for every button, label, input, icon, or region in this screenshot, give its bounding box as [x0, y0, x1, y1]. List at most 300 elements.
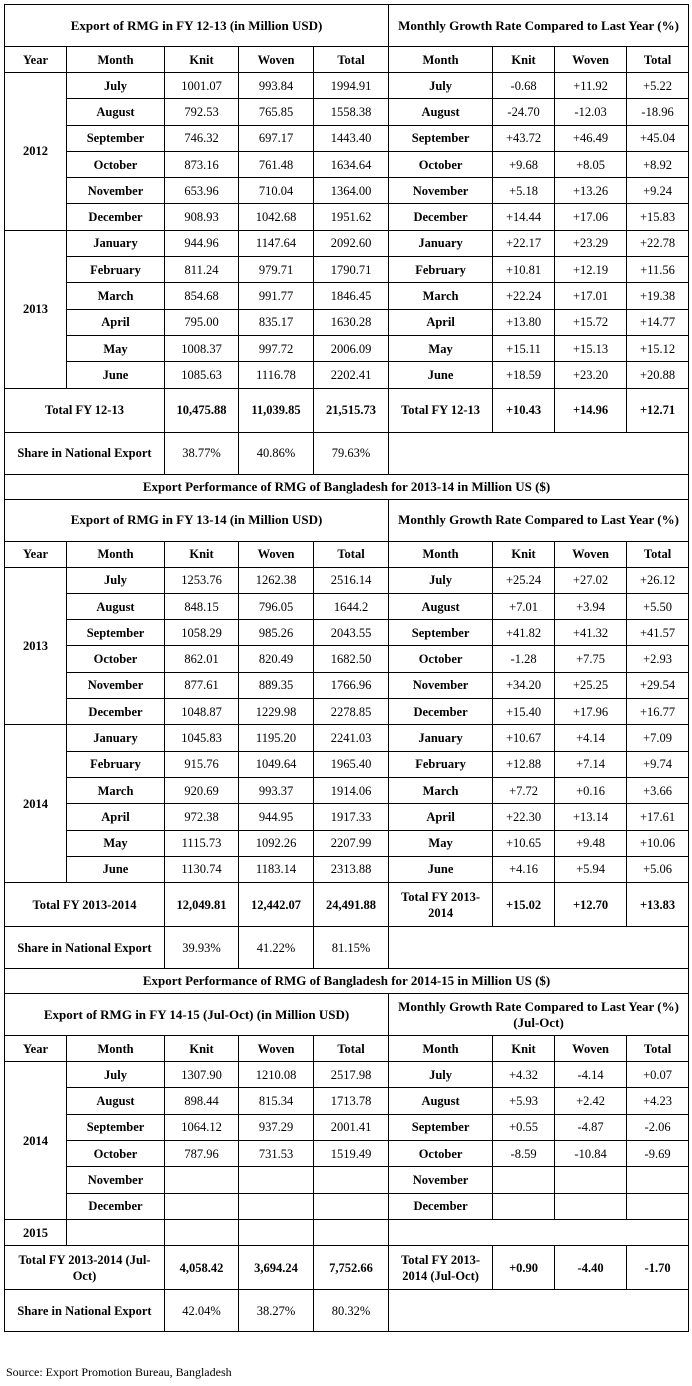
month-cell: February	[67, 751, 165, 777]
growth-header-woven: Woven	[555, 541, 627, 567]
header-woven: Woven	[239, 1036, 314, 1062]
export-table-title: Export of RMG in FY 14-15 (Jul-Oct) (in Million USD)	[5, 994, 389, 1036]
growth-woven-value: +8.05	[555, 151, 627, 177]
total-total: 24,491.88	[314, 883, 389, 927]
growth-total-total: +12.71	[627, 388, 689, 432]
month-cell: August	[67, 1088, 165, 1114]
growth-woven-value: +13.14	[555, 804, 627, 830]
growth-woven-value: +41.32	[555, 620, 627, 646]
knit-value: 1115.73	[165, 830, 239, 856]
growth-month-cell: September	[389, 125, 493, 151]
growth-month-cell: November	[389, 1167, 493, 1193]
growth-total-knit: +10.43	[493, 388, 555, 432]
table-row	[5, 1062, 689, 1088]
table-row	[5, 1114, 689, 1140]
knit-value: 920.69	[165, 777, 239, 803]
table-row	[5, 646, 689, 672]
growth-knit-value: +5.93	[493, 1088, 555, 1114]
year-cell: 2012	[5, 73, 67, 231]
growth-table-title: Monthly Growth Rate Compared to Last Year (%)	[389, 499, 689, 541]
woven-value: 991.77	[239, 283, 314, 309]
month-cell: August	[67, 593, 165, 619]
growth-woven-value: +17.01	[555, 283, 627, 309]
table-row	[5, 777, 689, 803]
table-row	[5, 672, 689, 698]
growth-month-cell: September	[389, 1114, 493, 1140]
month-cell: September	[67, 1114, 165, 1140]
knit-value: 1048.87	[165, 699, 239, 725]
knit-value: 898.44	[165, 1088, 239, 1114]
growth-woven-value: +23.29	[555, 230, 627, 256]
growth-month-cell: December	[389, 699, 493, 725]
woven-value: 1049.64	[239, 751, 314, 777]
woven-value: 820.49	[239, 646, 314, 672]
share-total: 81.15%	[314, 927, 389, 969]
growth-woven-value: -10.84	[555, 1141, 627, 1167]
month-cell: January	[67, 230, 165, 256]
empty-cell	[389, 1219, 689, 1245]
month-cell: June	[67, 362, 165, 388]
growth-total-knit: +15.02	[493, 883, 555, 927]
woven-value: 1116.78	[239, 362, 314, 388]
growth-knit-value: +22.17	[493, 230, 555, 256]
growth-total-value: +29.54	[627, 672, 689, 698]
growth-knit-value: +41.82	[493, 620, 555, 646]
growth-woven-value: +23.20	[555, 362, 627, 388]
growth-total-value: +15.83	[627, 204, 689, 230]
growth-knit-value: +5.18	[493, 178, 555, 204]
growth-total-value: +11.56	[627, 257, 689, 283]
growth-knit-value: +0.55	[493, 1114, 555, 1140]
table-row	[5, 257, 689, 283]
knit-value: 1008.37	[165, 335, 239, 361]
total-value: 1965.40	[314, 751, 389, 777]
woven-value: 1262.38	[239, 567, 314, 593]
woven-value: 761.48	[239, 151, 314, 177]
growth-woven-value: +15.72	[555, 309, 627, 335]
table-row	[5, 335, 689, 361]
knit-value: 1001.07	[165, 73, 239, 99]
knit-value: 848.15	[165, 593, 239, 619]
growth-knit-value: +7.72	[493, 777, 555, 803]
total-value: 2241.03	[314, 725, 389, 751]
growth-total-value: +2.93	[627, 646, 689, 672]
total-label: Total FY 2013-2014 (Jul-Oct)	[5, 1246, 165, 1290]
total-total: 7,752.66	[314, 1246, 389, 1290]
share-woven: 41.22%	[239, 927, 314, 969]
knit-value: 972.38	[165, 804, 239, 830]
total-row	[5, 883, 689, 927]
year-cell: 2015	[5, 1219, 67, 1245]
woven-value: 1042.68	[239, 204, 314, 230]
growth-woven-value: +12.19	[555, 257, 627, 283]
year-cell: 2014	[5, 1062, 67, 1220]
month-cell: April	[67, 804, 165, 830]
month-cell: September	[67, 125, 165, 151]
month-cell: April	[67, 309, 165, 335]
knit-value: 1085.63	[165, 362, 239, 388]
growth-total-value: +41.57	[627, 620, 689, 646]
share-knit: 38.77%	[165, 432, 239, 474]
header-knit: Knit	[165, 541, 239, 567]
knit-value: 1064.12	[165, 1114, 239, 1140]
growth-header-month: Month	[389, 47, 493, 73]
growth-woven-value	[555, 1193, 627, 1219]
growth-header-month: Month	[389, 541, 493, 567]
column-header-row	[5, 47, 689, 73]
woven-value: 997.72	[239, 335, 314, 361]
share-knit: 39.93%	[165, 927, 239, 969]
growth-knit-value: +4.16	[493, 856, 555, 882]
growth-knit-value: -1.28	[493, 646, 555, 672]
woven-value: 1229.98	[239, 699, 314, 725]
woven-value: 993.37	[239, 777, 314, 803]
year-cell: 2013	[5, 230, 67, 388]
table-row	[5, 593, 689, 619]
header-total: Total	[314, 47, 389, 73]
knit-value: 792.53	[165, 99, 239, 125]
table-row	[5, 1141, 689, 1167]
month-cell: December	[67, 1193, 165, 1219]
growth-knit-value: -24.70	[493, 99, 555, 125]
month-cell: October	[67, 151, 165, 177]
total-woven: 11,039.85	[239, 388, 314, 432]
growth-woven-value: +7.14	[555, 751, 627, 777]
growth-total-woven: +12.70	[555, 883, 627, 927]
total-value: 2092.60	[314, 230, 389, 256]
month-cell: January	[67, 725, 165, 751]
total-value: 1630.28	[314, 309, 389, 335]
growth-knit-value: +10.65	[493, 830, 555, 856]
growth-total-value: +45.04	[627, 125, 689, 151]
growth-woven-value: +25.25	[555, 672, 627, 698]
growth-woven-value: -4.87	[555, 1114, 627, 1140]
growth-month-cell: April	[389, 309, 493, 335]
total-value: 2006.09	[314, 335, 389, 361]
growth-header-total: Total	[627, 541, 689, 567]
growth-total-value: +15.12	[627, 335, 689, 361]
growth-header-woven: Woven	[555, 47, 627, 73]
woven-value: 1195.20	[239, 725, 314, 751]
title-row	[5, 499, 689, 541]
header-year: Year	[5, 541, 67, 567]
growth-woven-value: +13.26	[555, 178, 627, 204]
header-woven: Woven	[239, 47, 314, 73]
growth-total-value: -18.96	[627, 99, 689, 125]
growth-total-label: Total FY 12-13	[389, 388, 493, 432]
growth-total-label: Total FY 2013-2014	[389, 883, 493, 927]
month-cell: July	[67, 1062, 165, 1088]
share-label: Share in National Export	[5, 1290, 165, 1332]
month-cell: November	[67, 178, 165, 204]
export-table-title: Export of RMG in FY 13-14 (in Million USD)	[5, 499, 389, 541]
knit-value: 1307.90	[165, 1062, 239, 1088]
year-cell: 2013	[5, 567, 67, 725]
growth-woven-value: +9.48	[555, 830, 627, 856]
woven-value: 697.17	[239, 125, 314, 151]
growth-total-value: +7.09	[627, 725, 689, 751]
table-row	[5, 620, 689, 646]
share-total: 79.63%	[314, 432, 389, 474]
growth-month-cell: December	[389, 204, 493, 230]
table-row	[5, 804, 689, 830]
knit-value: 653.96	[165, 178, 239, 204]
section-heading: Export Performance of RMG of Bangladesh for 2014-15 in Million US ($)	[5, 969, 689, 994]
growth-knit-value: +10.67	[493, 725, 555, 751]
growth-knit-value: +10.81	[493, 257, 555, 283]
empty-cell	[389, 432, 689, 474]
total-value: 2043.55	[314, 620, 389, 646]
growth-month-cell: July	[389, 73, 493, 99]
table-row	[5, 178, 689, 204]
growth-header-knit: Knit	[493, 541, 555, 567]
growth-total-value: +22.78	[627, 230, 689, 256]
growth-knit-value: +15.40	[493, 699, 555, 725]
growth-month-cell: February	[389, 257, 493, 283]
growth-knit-value: +25.24	[493, 567, 555, 593]
total-value	[314, 1193, 389, 1219]
growth-knit-value: -0.68	[493, 73, 555, 99]
growth-knit-value: +4.32	[493, 1062, 555, 1088]
share-total: 80.32%	[314, 1290, 389, 1332]
month-cell: December	[67, 204, 165, 230]
woven-value	[239, 1193, 314, 1219]
table-row	[5, 830, 689, 856]
table-row	[5, 125, 689, 151]
growth-total-woven: +14.96	[555, 388, 627, 432]
growth-woven-value: +2.42	[555, 1088, 627, 1114]
growth-month-cell: January	[389, 230, 493, 256]
month-cell: May	[67, 830, 165, 856]
header-knit: Knit	[165, 1036, 239, 1062]
growth-total-value: +17.61	[627, 804, 689, 830]
total-value: 2207.99	[314, 830, 389, 856]
growth-month-cell: August	[389, 593, 493, 619]
header-month: Month	[67, 541, 165, 567]
knit-value: 1253.76	[165, 567, 239, 593]
month-cell: June	[67, 856, 165, 882]
table-row	[5, 725, 689, 751]
total-value: 2202.41	[314, 362, 389, 388]
knit-value: 787.96	[165, 1141, 239, 1167]
woven-value: 889.35	[239, 672, 314, 698]
table-row	[5, 567, 689, 593]
table-row	[5, 362, 689, 388]
growth-month-cell: March	[389, 777, 493, 803]
growth-month-cell: December	[389, 1193, 493, 1219]
table-row	[5, 1193, 689, 1219]
empty-cell	[389, 927, 689, 969]
woven-value: 944.95	[239, 804, 314, 830]
table-row	[5, 1088, 689, 1114]
knit-value	[165, 1193, 239, 1219]
header-year: Year	[5, 47, 67, 73]
knit-value: 1130.74	[165, 856, 239, 882]
table-row	[5, 699, 689, 725]
source-note: Source: Export Promotion Bureau, Bangladesh	[6, 1365, 232, 1379]
knit-value: 877.61	[165, 672, 239, 698]
rmg-export-table	[4, 4, 689, 1332]
knit-value: 795.00	[165, 309, 239, 335]
month-cell: May	[67, 335, 165, 361]
growth-woven-value: +17.96	[555, 699, 627, 725]
growth-month-cell: March	[389, 283, 493, 309]
month-cell: July	[67, 73, 165, 99]
total-value: 2278.85	[314, 699, 389, 725]
share-label: Share in National Export	[5, 432, 165, 474]
share-row	[5, 927, 689, 969]
growth-month-cell: May	[389, 335, 493, 361]
growth-month-cell: November	[389, 178, 493, 204]
growth-total-label: Total FY 2013-2014 (Jul-Oct)	[389, 1246, 493, 1290]
knit-value: 746.32	[165, 125, 239, 151]
growth-knit-value	[493, 1167, 555, 1193]
month-cell: November	[67, 1167, 165, 1193]
growth-total-value: +5.06	[627, 856, 689, 882]
total-value: 1951.62	[314, 204, 389, 230]
total-value: 1443.40	[314, 125, 389, 151]
growth-knit-value: +14.44	[493, 204, 555, 230]
header-month: Month	[67, 1036, 165, 1062]
table-row	[5, 230, 689, 256]
growth-header-woven: Woven	[555, 1036, 627, 1062]
table-row	[5, 751, 689, 777]
total-knit: 4,058.42	[165, 1246, 239, 1290]
growth-total-value: -9.69	[627, 1141, 689, 1167]
knit-value: 811.24	[165, 257, 239, 283]
table-row	[5, 1167, 689, 1193]
growth-table-title: Monthly Growth Rate Compared to Last Year (%)	[389, 5, 689, 47]
growth-table-title: Monthly Growth Rate Compared to Last Year (%) (Jul-Oct)	[389, 994, 689, 1036]
growth-total-woven: -4.40	[555, 1246, 627, 1290]
growth-total-value	[627, 1167, 689, 1193]
month-cell: August	[67, 99, 165, 125]
growth-month-cell: May	[389, 830, 493, 856]
empty-cell	[239, 1219, 314, 1245]
growth-woven-value: -4.14	[555, 1062, 627, 1088]
growth-knit-value: +43.72	[493, 125, 555, 151]
growth-total-value: +9.74	[627, 751, 689, 777]
knit-value	[165, 1167, 239, 1193]
growth-woven-value: +27.02	[555, 567, 627, 593]
total-value: 1558.38	[314, 99, 389, 125]
total-woven: 12,442.07	[239, 883, 314, 927]
header-knit: Knit	[165, 47, 239, 73]
growth-header-knit: Knit	[493, 47, 555, 73]
growth-knit-value: +34.20	[493, 672, 555, 698]
total-value: 1644.2	[314, 593, 389, 619]
growth-woven-value: +11.92	[555, 73, 627, 99]
knit-value: 1058.29	[165, 620, 239, 646]
growth-total-total: -1.70	[627, 1246, 689, 1290]
growth-total-value: +0.07	[627, 1062, 689, 1088]
table-row	[5, 99, 689, 125]
total-value: 1914.06	[314, 777, 389, 803]
header-month: Month	[67, 47, 165, 73]
growth-knit-value: +18.59	[493, 362, 555, 388]
growth-total-value	[627, 1193, 689, 1219]
table-row	[5, 309, 689, 335]
total-value: 2313.88	[314, 856, 389, 882]
growth-month-cell: April	[389, 804, 493, 830]
growth-total-value: +26.12	[627, 567, 689, 593]
growth-knit-value	[493, 1193, 555, 1219]
woven-value: 937.29	[239, 1114, 314, 1140]
growth-total-total: +13.83	[627, 883, 689, 927]
share-row	[5, 1290, 689, 1332]
title-row	[5, 5, 689, 47]
growth-total-value: +3.66	[627, 777, 689, 803]
woven-value: 1092.26	[239, 830, 314, 856]
growth-month-cell: August	[389, 1088, 493, 1114]
growth-total-value: +16.77	[627, 699, 689, 725]
growth-woven-value: +7.75	[555, 646, 627, 672]
growth-total-value: +19.38	[627, 283, 689, 309]
growth-month-cell: February	[389, 751, 493, 777]
growth-knit-value: +9.68	[493, 151, 555, 177]
growth-total-value: +14.77	[627, 309, 689, 335]
growth-woven-value: +0.16	[555, 777, 627, 803]
empty-cell	[67, 1219, 165, 1245]
share-woven: 40.86%	[239, 432, 314, 474]
growth-total-knit: +0.90	[493, 1246, 555, 1290]
total-value: 2516.14	[314, 567, 389, 593]
growth-woven-value: +17.06	[555, 204, 627, 230]
column-header-row	[5, 541, 689, 567]
growth-month-cell: October	[389, 151, 493, 177]
woven-value: 815.34	[239, 1088, 314, 1114]
table-row	[5, 151, 689, 177]
growth-woven-value: +4.14	[555, 725, 627, 751]
month-cell: December	[67, 699, 165, 725]
growth-month-cell: September	[389, 620, 493, 646]
woven-value: 1183.14	[239, 856, 314, 882]
growth-knit-value: +22.24	[493, 283, 555, 309]
growth-month-cell: October	[389, 646, 493, 672]
growth-header-total: Total	[627, 1036, 689, 1062]
total-knit: 12,049.81	[165, 883, 239, 927]
woven-value: 993.84	[239, 73, 314, 99]
total-total: 21,515.73	[314, 388, 389, 432]
growth-month-cell: June	[389, 362, 493, 388]
growth-knit-value: -8.59	[493, 1141, 555, 1167]
total-value: 1713.78	[314, 1088, 389, 1114]
month-cell: July	[67, 567, 165, 593]
header-year: Year	[5, 1036, 67, 1062]
growth-header-knit: Knit	[493, 1036, 555, 1062]
total-woven: 3,694.24	[239, 1246, 314, 1290]
table-row	[5, 204, 689, 230]
growth-woven-value	[555, 1167, 627, 1193]
growth-woven-value: +15.13	[555, 335, 627, 361]
table-row	[5, 73, 689, 99]
month-cell: March	[67, 283, 165, 309]
header-woven: Woven	[239, 541, 314, 567]
growth-woven-value: -12.03	[555, 99, 627, 125]
knit-value: 908.93	[165, 204, 239, 230]
knit-value: 873.16	[165, 151, 239, 177]
growth-knit-value: +7.01	[493, 593, 555, 619]
share-woven: 38.27%	[239, 1290, 314, 1332]
knit-value: 944.96	[165, 230, 239, 256]
section-heading-row	[5, 474, 689, 499]
section-heading: Export Performance of RMG of Bangladesh for 2013-14 in Million US ($)	[5, 474, 689, 499]
total-knit: 10,475.88	[165, 388, 239, 432]
total-value: 1846.45	[314, 283, 389, 309]
total-label: Total FY 12-13	[5, 388, 165, 432]
growth-total-value: +20.88	[627, 362, 689, 388]
growth-month-cell: July	[389, 1062, 493, 1088]
